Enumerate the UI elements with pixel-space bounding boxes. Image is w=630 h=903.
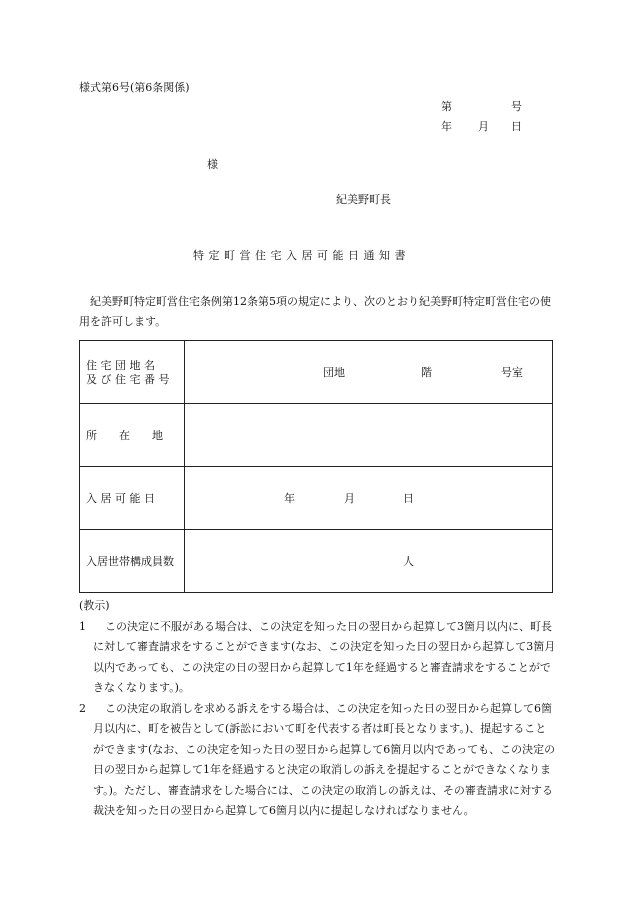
value-household-members [185,530,553,593]
note-text: この決定の取消しを求める訴えをする場合は、この決定を知った日の翌日から起算して6箇月以内に、町を被告として(訴訟において町を代表する者は町長となります。)、提起することができます(なお、この決定を知った日の翌日から起算して6箇月以内であっても、この決定の日の翌日から起算して1年を経過すると決定の取消しの訴えを提起することができなくなります。)。ただし、審査請求をした場合には、この決定の取消しの訴えは、その審査請求に対する裁決を知った日の翌日から起算して6箇月以内に提起しなければなりません。 [93,701,556,817]
date-day: 日 [511,120,522,133]
document-number-prefix: 第 [441,100,452,113]
housing-info-table [79,340,553,593]
kai-label: 階 [421,366,432,379]
notes-section [79,596,557,822]
date-year: 年 [441,120,452,133]
date-month: 月 [478,120,489,133]
label-move-in-date: 入 居 可 能 日 [80,467,185,530]
value-housing-name [185,341,553,404]
note-item [79,699,557,822]
danchi-label: 団地 [323,366,345,379]
issuer-name: 紀美野町長 [336,193,391,206]
value-move-in-date [185,467,553,530]
note-number: 1 [79,619,86,633]
value-location [185,404,553,467]
label-household-members: 入居世帯構成員数 [80,530,185,593]
document-title: 特 定 町 営 住 宅 入 居 可 能 日 通 知 書 [193,249,406,262]
move-in-month: 月 [344,492,355,505]
note-item [79,617,557,699]
label-location: 所 在 地 [80,404,185,467]
move-in-day: 日 [403,492,414,505]
addressee-suffix: 様 [207,158,218,171]
note-number: 2 [79,701,86,715]
move-in-year: 年 [284,492,295,505]
household-unit: 人 [403,555,414,568]
document-number-suffix: 号 [511,100,522,113]
body-paragraph: 紀美野町特定町営住宅条例第12条第5項の規定により、次のとおり紀美野町特定町営住宅の使用を許可します。 [79,295,551,328]
note-text: この決定に不服がある場合は、この決定を知った日の翌日から起算して3箇月以内に、町長に対して審査請求をすることができます(なお、この決定を知った日の翌日から起算して3箇月以内であっても、この決定の日の翌日から起算して1年を経過すると審査請求をすることができなくなります。)。 [93,619,556,694]
notes-heading: (教示) [79,599,110,612]
goshitsu-label: 号室 [501,366,523,379]
label-housing-name: 住 宅 団 地 名 及 び 住 宅 番 号 [80,341,185,404]
form-number-label: 様式第6号(第6条関係) [79,81,190,94]
